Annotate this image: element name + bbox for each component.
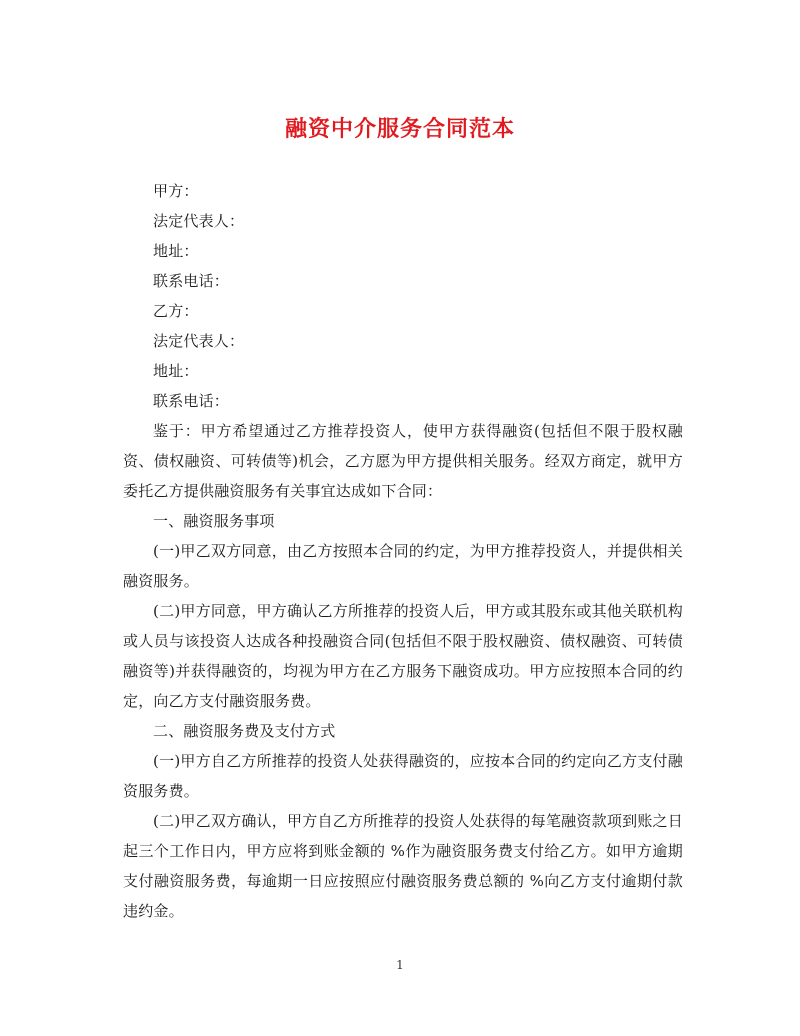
clause-paragraph: (一)甲乙双方同意，由乙方按照本合同的约定，为甲方推荐投资人，并提供相关融资服务。	[123, 542, 683, 590]
page-number: 1	[396, 958, 404, 972]
document-body	[123, 176, 683, 926]
party-a-phone: 联系电话：	[153, 272, 230, 290]
party-a-label: 甲方：	[153, 182, 199, 200]
party-a-address: 地址：	[153, 242, 199, 260]
section-heading-1: 一、融资服务事项	[153, 512, 275, 530]
clause-paragraph: (一)甲方自乙方所推荐的投资人处获得融资的，应按本合同的约定向乙方支付融资服务费。	[123, 752, 683, 800]
party-b-address: 地址：	[153, 362, 199, 380]
party-b-phone: 联系电话：	[153, 392, 230, 410]
section-heading-2: 二、融资服务费及支付方式	[153, 722, 336, 740]
party-a-representative: 法定代表人：	[153, 212, 245, 230]
clause-paragraph: (二)甲乙双方确认，甲方自乙方所推荐的投资人处获得的每笔融资款项到账之日起三个工作日内，甲方应将到账金额的 %作为融资服务费支付给乙方。如甲方逾期支付融资服务费，每逾期一日应按照应付融资服务费总额的 %向乙方支付逾期付款违约金。	[123, 812, 683, 920]
party-b-label: 乙方：	[153, 302, 199, 320]
party-b-representative: 法定代表人：	[153, 332, 245, 350]
document-title: 融资中介服务合同范本	[284, 116, 515, 142]
clause-paragraph: (二)甲方同意，甲方确认乙方所推荐的投资人后，甲方或其股东或其他关联机构或人员与该投资人达成各种投融资合同(包括但不限于股权融资、债权融资、可转债融资等)并获得融资的，均视为甲方在乙方服务下融资成功。甲方应按照本合同的约定，向乙方支付融资服务费。	[123, 602, 683, 710]
preamble-paragraph: 鉴于：甲方希望通过乙方推荐投资人，使甲方获得融资(包括但不限于股权融资、债权融资、可转债等)机会，乙方愿为甲方提供相关服务。经双方商定，就甲方委托乙方提供融资服务有关事宜达成如下合同：	[123, 422, 683, 500]
